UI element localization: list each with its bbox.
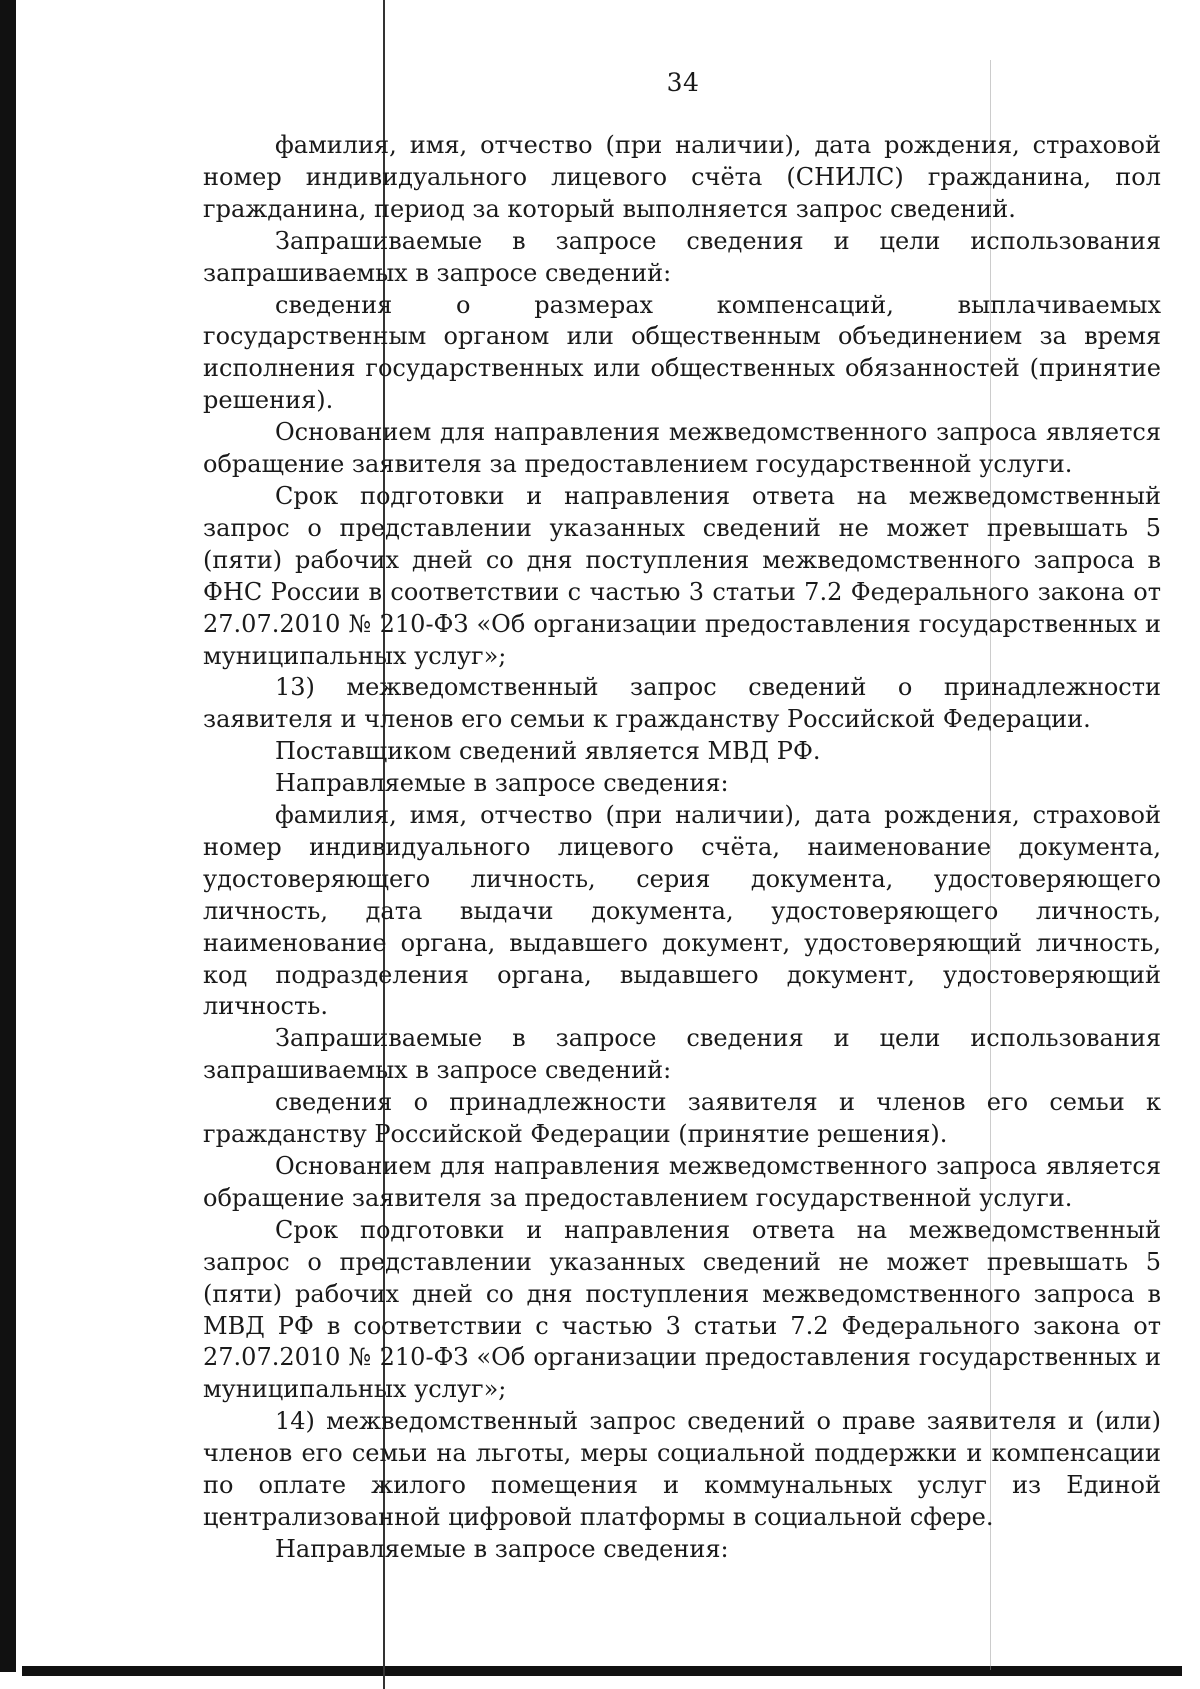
paragraph: фамилия, имя, отчество (при наличии), дата рождения, страховой номер индивидуального лицевого счёта (СНИЛС) гражданина, пол гражданина, период за который выполняется запрос сведений. [203, 131, 1161, 223]
document-body [203, 130, 1161, 1566]
paragraph: Направляемые в запросе сведения: [275, 1534, 729, 1563]
paragraph: Поставщиком сведений является МВД РФ. [275, 737, 821, 766]
paragraph: Срок подготовки и направления ответа на межведомственный запрос о представлении указанных сведений не может превышать 5 (пяти) рабочих дней со дня поступления межведомственного запроса в ФНС России в соответствии с частью 3 статьи 7.2 Федерального закона от 27.07.2010 № 210-ФЗ «Об организации предоставления государственных и муниципальных услуг»; [203, 481, 1161, 670]
paragraph: 14) межведомственный запрос сведений о праве заявителя и (или) членов его семьи на льготы, меры социальной поддержки и компенсации по оплате жилого помещения и коммунальных услуг из Единой централизованной цифровой платформы в социальной сфере. [203, 1407, 1161, 1531]
paragraph: Срок подготовки и направления ответа на межведомственный запрос о представлении указанных сведений не может превышать 5 (пяти) рабочих дней со дня поступления межведомственного запроса в МВД РФ в соответствии с частью 3 статьи 7.2 Федерального закона от 27.07.2010 № 210-ФЗ «Об организации предоставления государственных и муниципальных услуг»; [203, 1215, 1161, 1404]
paragraph: сведения о размерах компенсаций, выплачиваемых государственным органом или общественным объединением за время исполнения государственных или общественных обязанностей (принятие решения). [203, 290, 1161, 415]
scan-border-bottom [22, 1666, 1182, 1676]
paragraph: сведения о принадлежности заявителя и членов его семьи к гражданству Российской Федерации (принятие решения). [203, 1088, 1161, 1149]
paragraph: фамилия, имя, отчество (при наличии), дата рождения, страховой номер индивидуального лицевого счёта, наименование документа, удостоверяющего личность, серия документа, удостоверяющего личность, дата выдачи документа, удостоверяющего личность, наименование органа, выдавшего документ, удостоверяющий личность, код подразделения органа, выдавшего документ, удостоверяющий личность. [203, 801, 1161, 1021]
paragraph: 13) межведомственный запрос сведений о принадлежности заявителя и членов его семьи к гражданству Российской Федерации. [203, 673, 1161, 734]
page-number: 34 [666, 68, 700, 97]
scan-border-left [0, 0, 16, 1672]
paragraph: Направляемые в запросе сведения: [275, 769, 729, 798]
paragraph: Основанием для направления межведомственного запроса является обращение заявителя за предоставлением государственной услуги. [203, 418, 1161, 479]
paragraph: Запрашиваемые в запросе сведения и цели использования запрашиваемых в запросе сведений: [203, 1024, 1161, 1085]
paragraph: Запрашиваемые в запросе сведения и цели использования запрашиваемых в запросе сведений: [203, 226, 1161, 287]
paragraph: Основанием для направления межведомственного запроса является обращение заявителя за предоставлением государственной услуги. [203, 1152, 1161, 1212]
